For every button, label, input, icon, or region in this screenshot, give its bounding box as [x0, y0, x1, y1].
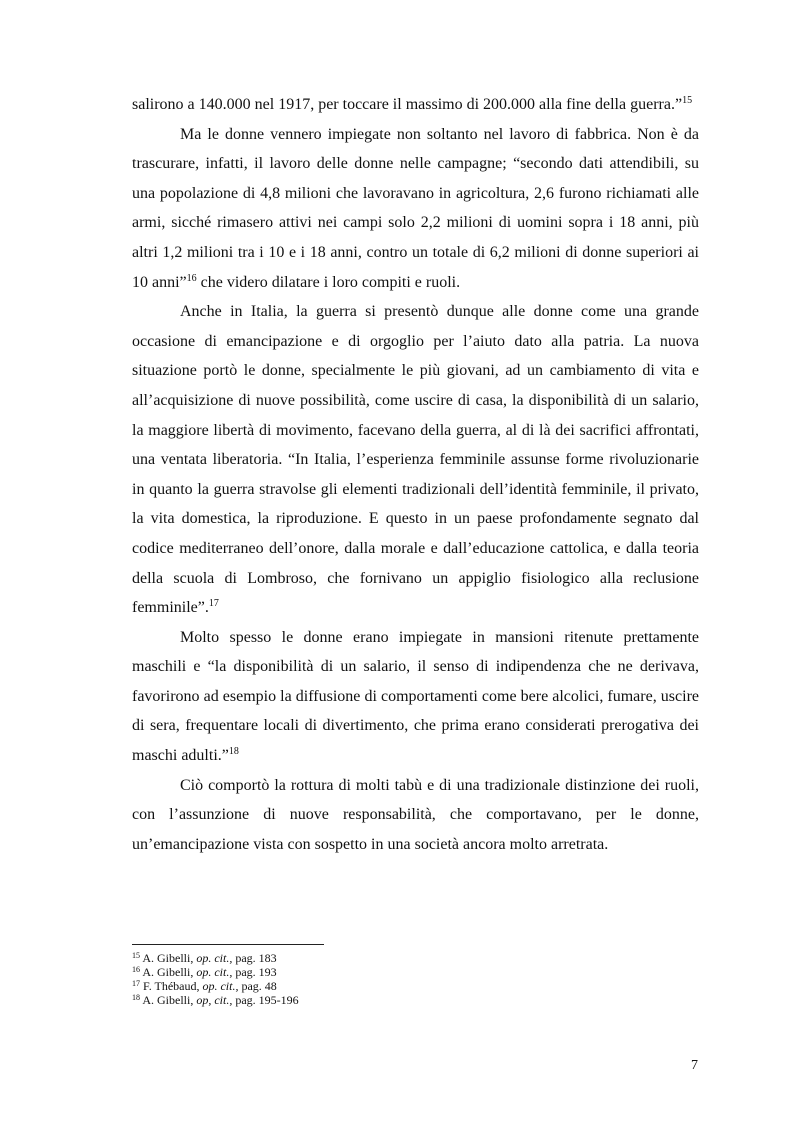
footnote-author: A. Gibelli, [142, 993, 197, 1007]
paragraph-text: che videro dilatare i loro compiti e ruoli. [196, 273, 461, 291]
footnote-page: pag. 183 [232, 951, 277, 965]
footnote-page: pag. 193 [232, 965, 277, 979]
footnote-author: A. Gibelli, [142, 951, 197, 965]
footnote-work: op, cit., [196, 993, 233, 1007]
footnote-author: F. Thébaud, [143, 979, 203, 993]
footnote-ref-17[interactable]: 17 [208, 598, 219, 610]
footnote-number: 17 [132, 979, 140, 988]
footnote-work: op. cit., [196, 951, 233, 965]
footnote-16 [132, 965, 699, 979]
paragraph-text: Molto spesso le donne erano impiegate in mansioni ritenute prettamente maschili e “la disponibilità di un salario, il senso di indipendenza che ne derivava, favorirono ad esempio la diffusione di comportamenti come bere alcolici, fumare, uscire di sera, frequentare locali di divertimento, che prima erano considerati prerogativa dei maschi adulti.” [132, 628, 699, 765]
footnote-number: 18 [132, 993, 140, 1002]
footnote-ref-18[interactable]: 18 [228, 746, 239, 758]
footnote-number: 15 [132, 951, 140, 960]
footnote-15 [132, 951, 699, 965]
footnote-page: pag. 195-196 [232, 993, 299, 1007]
paragraph-4 [132, 623, 699, 771]
paragraph-1 [132, 90, 699, 120]
footnote-ref-16[interactable]: 16 [186, 272, 197, 284]
footnote-ref-15[interactable]: 15 [682, 95, 693, 106]
paragraph-3 [132, 297, 699, 623]
page-number: 7 [691, 1058, 698, 1073]
body-text [132, 90, 699, 859]
footnote-page: pag. 48 [238, 979, 277, 993]
paragraph-2 [132, 120, 699, 298]
footnote-number: 16 [132, 965, 140, 974]
footnote-author: A. Gibelli, [142, 965, 197, 979]
footnote-17 [132, 979, 699, 993]
paragraph-5 [132, 771, 699, 860]
paragraph-text: Ciò comportò la rottura di molti tabù e di una tradizionale distinzione dei ruoli, con l’assunzione di nuove responsabilità, che comportavano, per le donne, un’emancipazione vista con sospetto in una società ancora molto arretrata. [132, 776, 699, 853]
footnote-work: op. cit., [202, 979, 239, 993]
paragraph-text: Ma le donne vennero impiegate non soltanto nel lavoro di fabbrica. Non è da trascurare, infatti, il lavoro delle donne nelle campagne; “secondo dati attendibili, su una popolazione di 4,8 milioni che lavoravano in agricoltura, 2,6 furono richiamati alle armi, sicché rimasero attivi nei campi solo 2,2 milioni di uomini sopra i 18 anni, più altri 1,2 milioni tra i 10 e i 18 anni, contro un totale di 6,2 milioni di donne superiori ai 10 anni” [132, 125, 699, 291]
paragraph-text: Anche in Italia, la guerra si presentò dunque alle donne come una grande occasione di emancipazione e di orgoglio per l’aiuto dato alla patria. La nuova situazione portò le donne, specialmente le più giovani, ad un cambiamento di vita e all’acquisizione di nuove possibilità, come uscire di casa, la disponibilità di un salario, la maggiore libertà di movimento, facevano della guerra, al di là dei sacrifici affrontati, una ventata liberatoria. “In Italia, l’esperienza femminile assunse forme rivoluzionarie in quanto la guerra stravolse gli elementi tradizionali dell’identità femminile, il privato, la vita domestica, la riproduzione. E questo in un paese profondamente segnato dal codice mediterraneo dell’onore, dalla morale e dall’educazione cattolica, e dalla teoria della scuola di Lombroso, che fornivano un appiglio fisiologico alla reclusione femminile”. [132, 303, 699, 617]
footnote-divider [132, 944, 324, 945]
footnote-work: op. cit., [196, 965, 233, 979]
footnote-18 [132, 993, 699, 1007]
paragraph-text: salirono a 140.000 nel 1917, per toccare il massimo di 200.000 alla fine della guerra.” [132, 96, 683, 113]
footnotes [132, 951, 699, 1007]
